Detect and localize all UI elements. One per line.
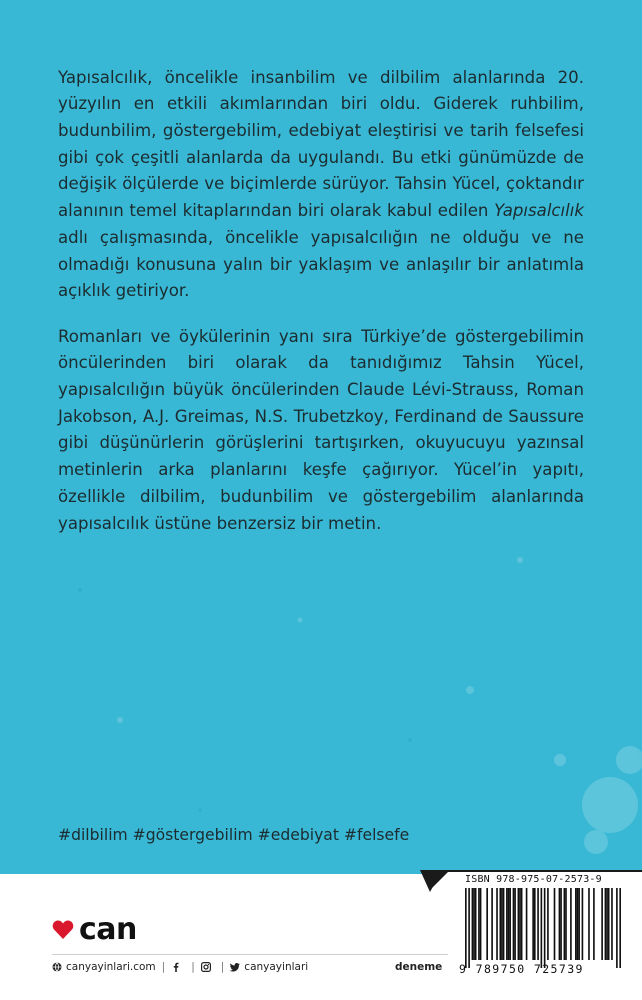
isbn-number: ISBN 978-975-07-2573-9 bbox=[465, 874, 602, 885]
barcode-bar bbox=[501, 888, 503, 960]
twitter-icon[interactable] bbox=[230, 962, 240, 972]
globe-icon bbox=[52, 962, 62, 972]
barcode-bar bbox=[547, 888, 549, 960]
barcode-bar bbox=[537, 888, 539, 960]
barcode-bar bbox=[519, 888, 521, 960]
barcode-bar bbox=[532, 888, 534, 960]
barcode-bar bbox=[496, 888, 498, 960]
barcode-bar bbox=[508, 888, 510, 960]
footer-divider bbox=[52, 954, 448, 955]
barcode-bar bbox=[499, 888, 501, 960]
instagram-icon[interactable] bbox=[201, 962, 211, 972]
barcode-bar bbox=[544, 888, 546, 968]
description-paragraph-1: Yapısalcılık, öncelikle insanbilim ve dilbilim alanlarında 20. yüzyılın en etkili akımlarından biri oldu. Giderek ruhbilim, budunbilim, göstergebilim, edebiyat eleştirisi ve tarih felsefesi gibi çok çeşitli alanlarda da uygulandı. Bu etki günümüzde de değişik ölçülerde ve biçimlerde sürüyor. Tahsin Yücel, çoktandır alanının temel kitaplarından biri olarak kabul edilen Yapısalcılık adlı çalışmasında, öncelikle yapısalcılığın ne olduğu ve ne olmadığı konusuna yalın bir yaklaşım ve anlaşılır bir anlatımla açıklık getiriyor. bbox=[58, 67, 584, 301]
barcode-bar bbox=[577, 888, 579, 960]
barcode-bar bbox=[468, 888, 470, 968]
heart-icon bbox=[52, 920, 74, 940]
barcode-bar bbox=[465, 888, 467, 968]
barcode-bar bbox=[521, 888, 523, 960]
barcode-bar bbox=[491, 888, 493, 960]
barcode-bar bbox=[578, 888, 580, 960]
barcode-bar bbox=[582, 888, 584, 960]
barcode-bar bbox=[564, 888, 566, 960]
description-paragraph-2: Romanları ve öykülerinin yanı sıra Türkiye’de göstergebilimin öncülerinden biri olarak da tanıdığımız Tahsin Yücel, yapısalcılığın büyük öncülerinden Claude Lévi-Strauss, Roman Jakobson, A.J. Greimas, N.S. Trubetzkoy, Ferdinand de Saussure gibi düşünürlerin görüşlerini tartışırken, okuyucuyu yazınsal metinlerin arka planlarını keşfe çağırıyor. Yücel’in yapıtı, özellikle dilbilim, budunbilim ve göstergebilim alanlarında yapısalcılık üstüne benzersiz bir metin. bbox=[58, 326, 584, 533]
barcode-bar bbox=[513, 888, 515, 960]
barcode-bar bbox=[565, 888, 567, 960]
barcode-bar bbox=[593, 888, 595, 960]
barcode-bar bbox=[616, 888, 618, 968]
barcode-bar bbox=[506, 888, 508, 960]
barcode-digits: 9 789750 725739 bbox=[459, 962, 584, 976]
barcode-bar bbox=[518, 888, 520, 960]
barcode-bar bbox=[526, 888, 528, 960]
publisher-wordmark: can bbox=[79, 912, 137, 947]
barcode-bar bbox=[588, 888, 590, 960]
barcode-bar bbox=[472, 888, 474, 960]
barcode-bar bbox=[473, 888, 475, 960]
barcode-bar bbox=[559, 888, 561, 960]
barcode-bar bbox=[606, 888, 608, 960]
barcode-bar bbox=[480, 888, 482, 960]
barcode-bar bbox=[478, 888, 480, 960]
barcode-bar bbox=[611, 888, 613, 960]
facebook-icon[interactable] bbox=[171, 962, 181, 972]
barcode-bar bbox=[605, 888, 607, 960]
barcode-bar bbox=[575, 888, 577, 960]
barcode-bar bbox=[608, 888, 610, 960]
barcode-bar bbox=[570, 888, 572, 960]
genre-label: deneme bbox=[395, 961, 443, 973]
barcode-bar bbox=[619, 888, 621, 968]
barcode-bar bbox=[560, 888, 562, 960]
barcode-bar bbox=[554, 888, 556, 960]
barcode-bar bbox=[503, 888, 505, 960]
publisher-logo bbox=[52, 912, 137, 947]
book-title-italic: Yapısalcılık bbox=[494, 201, 584, 221]
barcode-bar bbox=[475, 888, 477, 960]
isbn-barcode-box bbox=[459, 872, 627, 992]
barcode-bar bbox=[509, 888, 511, 960]
barcode-bar bbox=[541, 888, 543, 968]
website-link[interactable]: canyayinlari.com bbox=[66, 961, 156, 973]
barcode-bar bbox=[486, 888, 488, 960]
barcode-bar bbox=[514, 888, 516, 960]
publisher-footer: canyayinlari.com | | | canyayinlari bbox=[52, 961, 448, 973]
barcode-bar bbox=[534, 888, 536, 960]
barcode-bar bbox=[601, 888, 603, 960]
social-handle[interactable]: canyayinlari bbox=[244, 961, 309, 973]
hashtags: #dilbilim #göstergebilim #edebiyat #felsefe bbox=[58, 826, 410, 844]
